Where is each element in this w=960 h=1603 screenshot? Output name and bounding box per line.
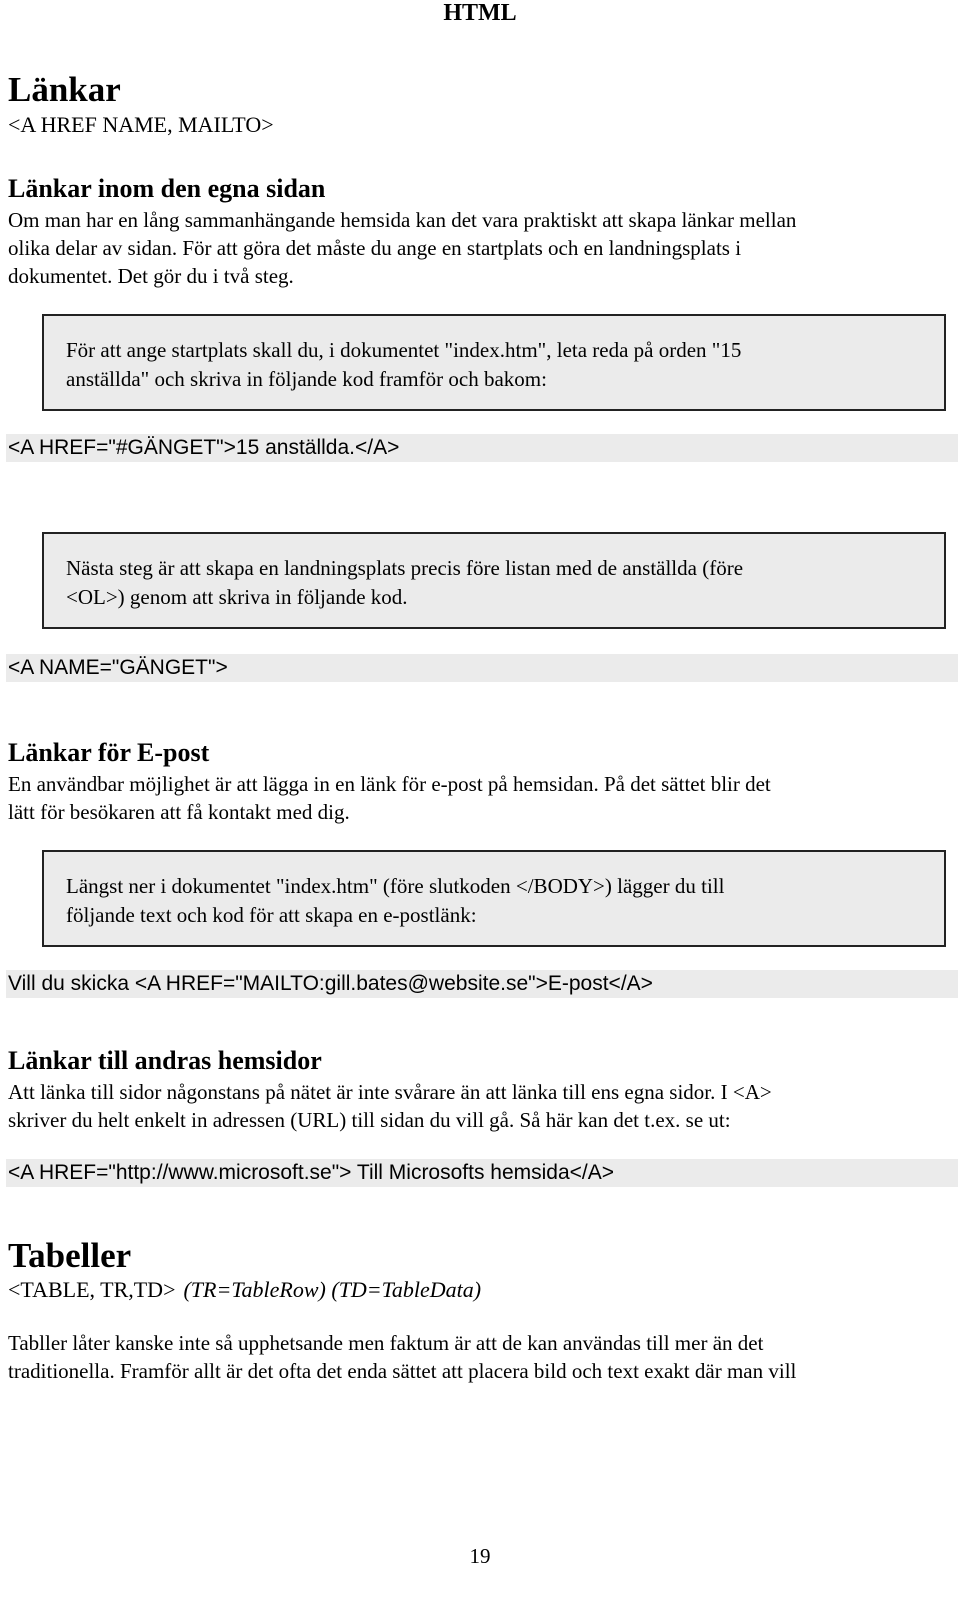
code-line-name: <A NAME="GÄNGET"> — [6, 654, 958, 682]
paragraph-internal-links: Om man har en lång sammanhängande hemsida kan det vara praktiskt att skapa länkar mellan olika delar av sidan. För att göra det måste du ange en startplats och en landningsplats i dokumentet. Det gör du i två steg. — [8, 208, 797, 288]
tables-tag-list: <TABLE, TR,TD> — [8, 1277, 176, 1302]
heading-external-links: Länkar till andras hemsidor — [8, 1046, 322, 1075]
paragraph-email-links: En användbar möjlighet är att lägga in en länk för e-post på hemsidan. På det sättet blir det lätt för besökaren att få kontakt med dig. — [8, 772, 771, 824]
paragraph-external-links: Att länka till sidor någonstans på nätet är inte svårare än att länka till ens egna sidor. I <A> skriver du helt enkelt in adressen (URL) till sidan du vill gå. Så här kan det t.ex. se ut: — [8, 1080, 772, 1132]
section-tags-links: <A HREF NAME, MAILTO> — [8, 112, 274, 137]
tables-tag-note: (TR=TableRow) (TD=TableData) — [183, 1277, 482, 1302]
instruction-box-email: Längst ner i dokumentet "index.htm" (före slutkoden </BODY>) lägger du till följande text och kod för att skapa en e-postlänk: — [42, 850, 946, 947]
heading-internal-links: Länkar inom den egna sidan — [8, 174, 326, 203]
instruction-box-start: För att ange startplats skall du, i dokumentet "index.htm", leta reda på orden "15 anställda" och skriva in följande kod framför och bakom: — [42, 314, 946, 411]
code-line-external-href: <A HREF="http://www.microsoft.se"> Till Microsofts hemsida</A> — [6, 1159, 958, 1187]
page-header-title: HTML — [443, 0, 517, 26]
code-line-href: <A HREF="#GÄNGET">15 anställda.</A> — [6, 434, 958, 462]
heading-email-links: Länkar för E-post — [8, 738, 210, 767]
section-title-links: Länkar — [8, 70, 121, 109]
code-line-mailto: Vill du skicka <A HREF="MAILTO:gill.bates@website.se">E-post</A> — [6, 970, 958, 998]
section-tags-tables — [8, 1277, 481, 1303]
section-title-tables: Tabeller — [8, 1236, 132, 1275]
page-number: 19 — [469, 1544, 491, 1568]
paragraph-tables: Tabller låter kanske inte så upphetsande men faktum är att de kan användas till mer än det traditionella. Framför allt är det ofta det enda sättet att placera bild och text exakt där man vill — [8, 1331, 797, 1383]
instruction-box-landing: Nästa steg är att skapa en landningsplats precis före listan med de anställda (före <OL>) genom att skriva in följande kod. — [42, 532, 946, 629]
